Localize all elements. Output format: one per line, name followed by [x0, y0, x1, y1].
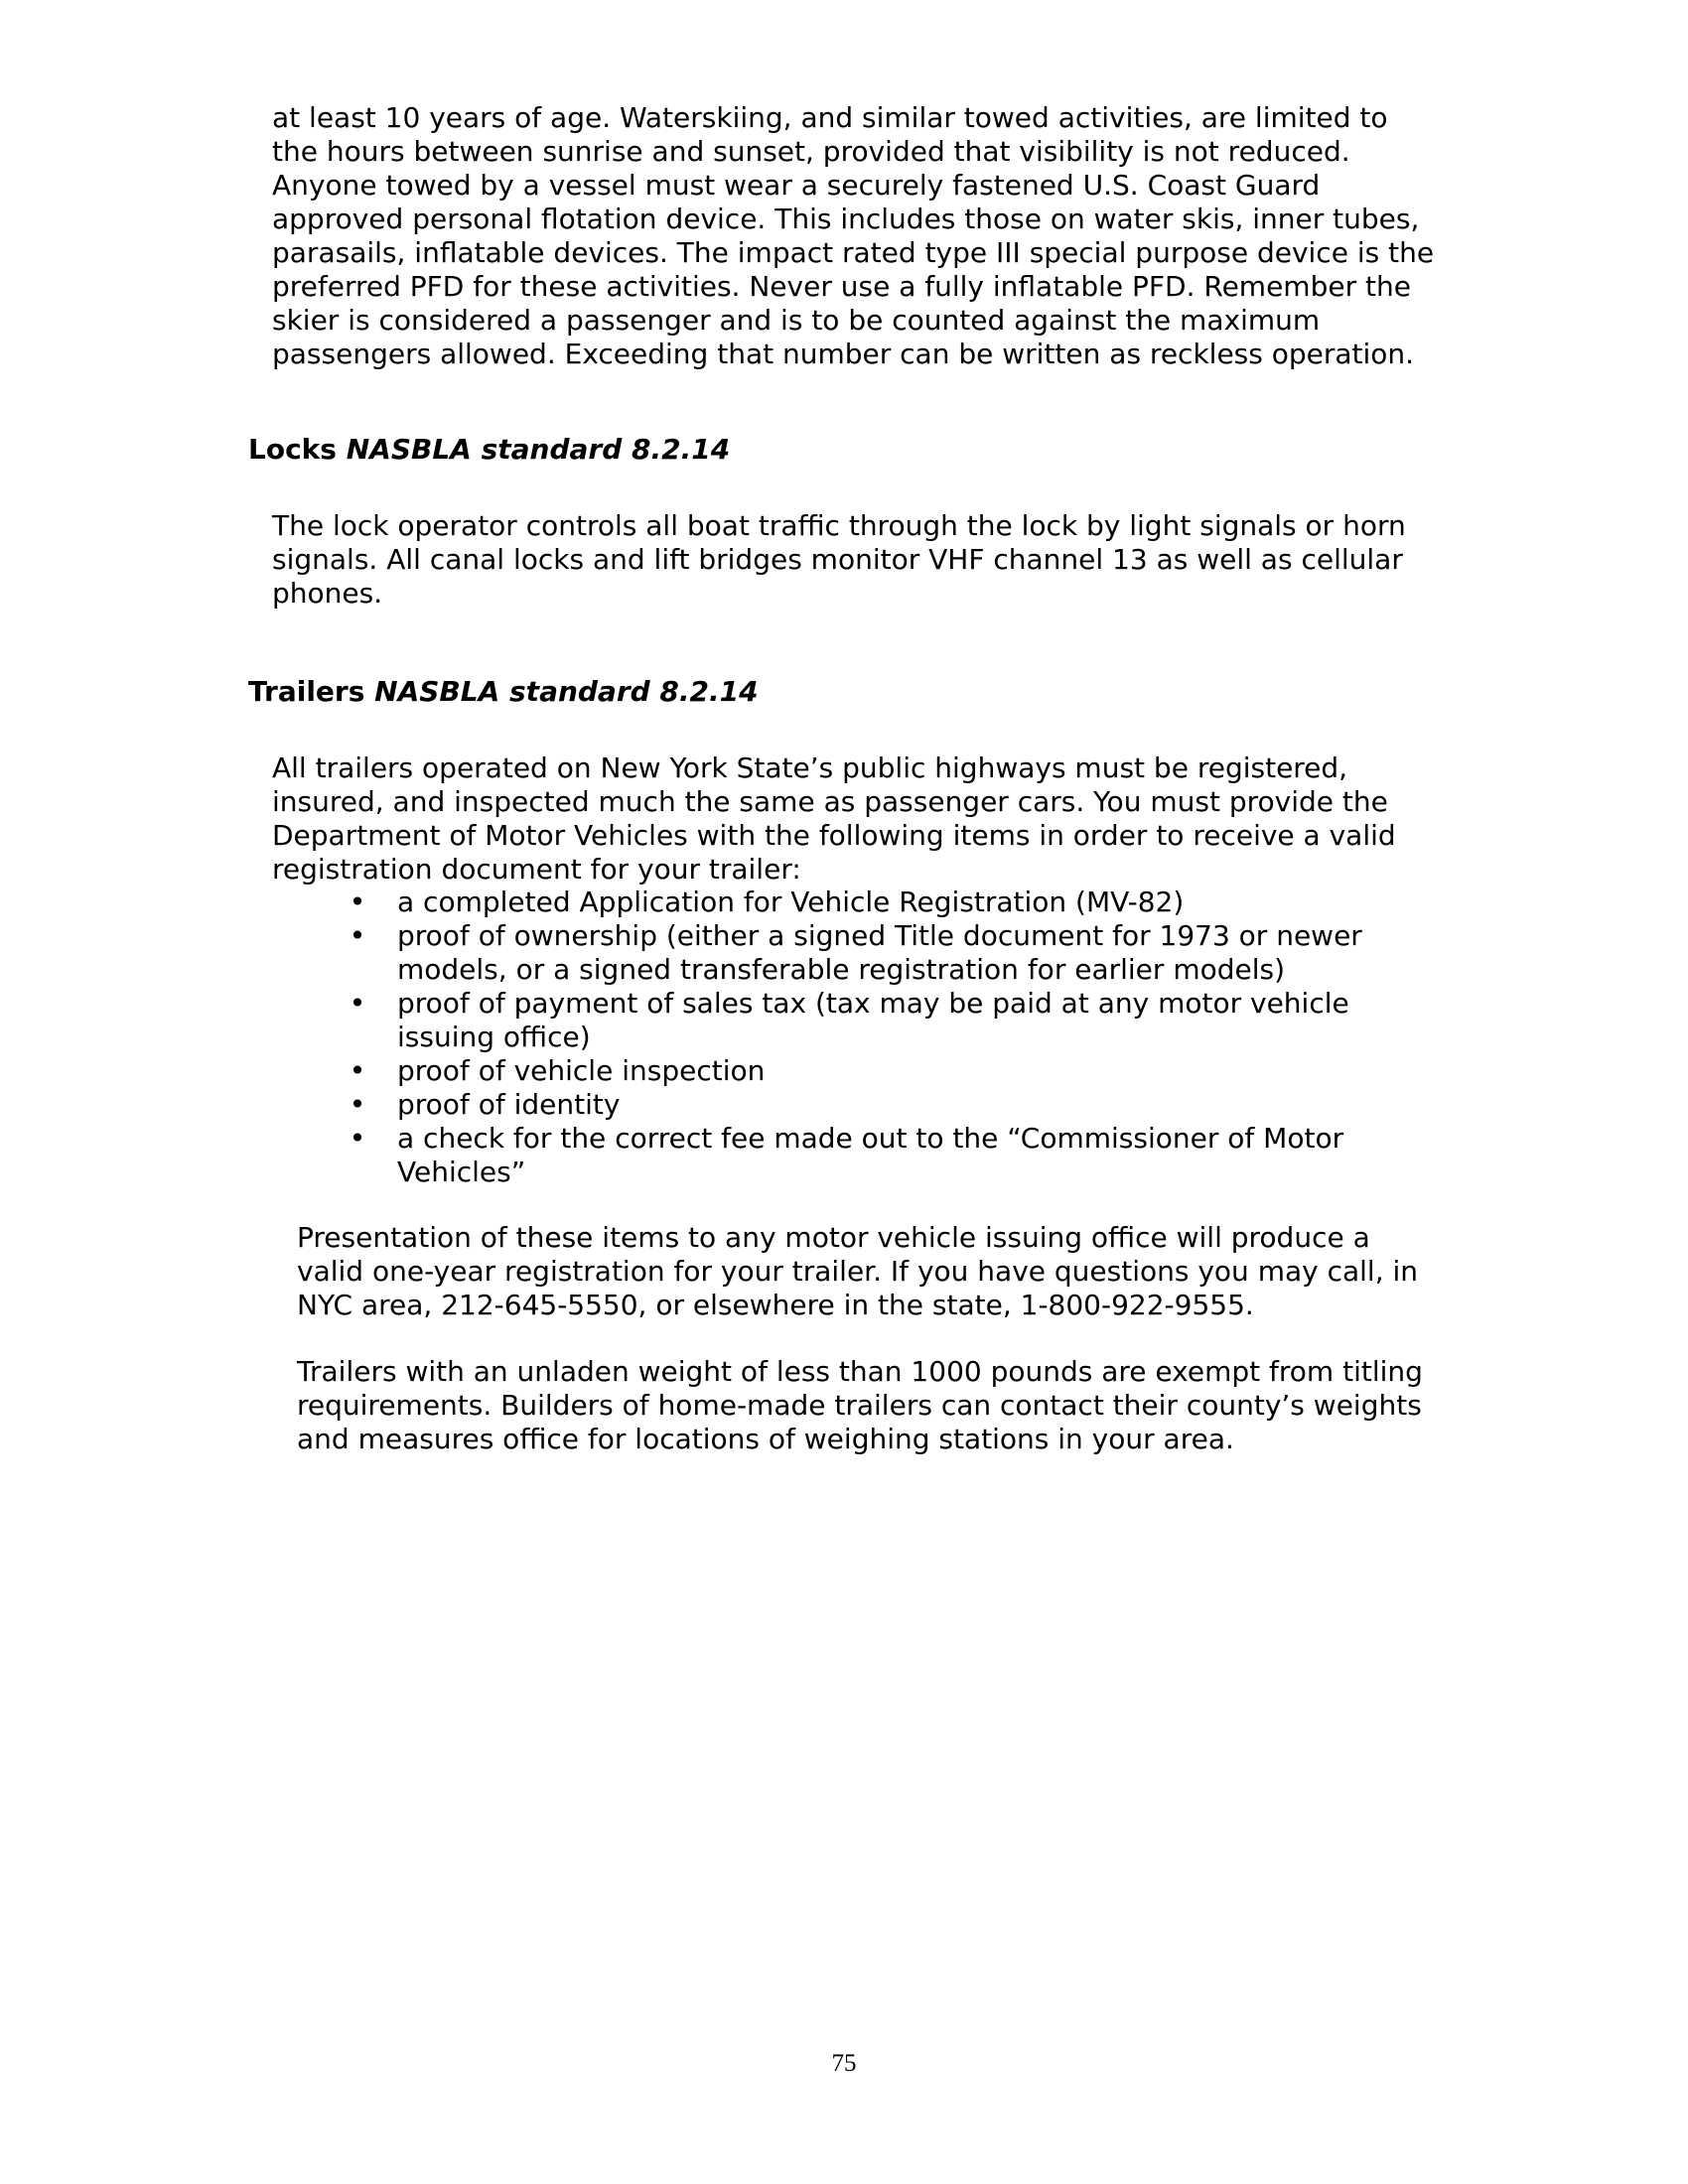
presentation-paragraph [297, 1221, 1469, 1322]
bullet-icon: • [349, 1122, 366, 1155]
list-item [348, 1088, 1440, 1122]
text-line: the hours between sunrise and sunset, provided that visibility is not reduced. [272, 135, 1350, 168]
text-line: a completed Application for Vehicle Registration (MV-82) [397, 886, 1185, 918]
text-line: registration document for your trailer: [272, 853, 801, 886]
list-item [348, 886, 1440, 919]
text-line: parasails, inflatable devices. The impact rated type III special purpose device is the [272, 236, 1435, 269]
bullet-icon: • [349, 919, 366, 952]
text-line: All trailers operated on New York State’s public highways must be registered, [272, 751, 1348, 784]
locks-title: Locks [248, 433, 337, 466]
trailers-paragraph [272, 751, 1464, 887]
text-line: insured, and inspected much the same as passenger cars. You must provide the [272, 785, 1388, 818]
text-line: models, or a signed transferable registration for earlier models) [397, 953, 1286, 986]
locks-paragraph [272, 509, 1444, 611]
text-line: preferred PFD for these activities. Never use a fully inflatable PFD. Remember the [272, 270, 1411, 303]
list-item [348, 1054, 1440, 1088]
locks-standard: NASBLA standard 8.2.14 [346, 433, 731, 466]
text-line: requirements. Builders of home-made trailers can contact their county’s weights [297, 1389, 1422, 1422]
text-line: NYC area, 212-645-5550, or elsewhere in the state, 1-800-922-9555. [297, 1289, 1254, 1321]
text-line: proof of ownership (either a signed Title document for 1973 or newer [397, 919, 1362, 952]
locks-heading [248, 433, 730, 467]
text-line: issuing office) [397, 1021, 591, 1053]
bullet-icon: • [349, 1088, 366, 1121]
text-line: Anyone towed by a vessel must wear a securely fastened U.S. Coast Guard [272, 169, 1321, 202]
text-line: The lock operator controls all boat traffic through the lock by light signals or horn [272, 509, 1406, 542]
page-number: 75 [831, 2050, 857, 2077]
list-item [348, 919, 1440, 987]
text-line: signals. All canal locks and lift bridges monitor VHF channel 13 as well as cellular [272, 543, 1403, 576]
text-line: Vehicles” [397, 1156, 526, 1188]
text-line: phones. [272, 577, 383, 610]
text-line: and measures office for locations of weighing stations in your area. [297, 1423, 1234, 1455]
text-line: valid one-year registration for your trailer. If you have questions you may call, in [297, 1255, 1419, 1288]
trailers-title: Trailers [248, 675, 365, 708]
intro-paragraph [272, 101, 1464, 371]
trailers-standard: NASBLA standard 8.2.14 [374, 675, 759, 708]
text-line: skier is considered a passenger and is to be counted against the maximum [272, 304, 1321, 337]
text-line: Trailers with an unladen weight of less than 1000 pounds are exempt from titling [297, 1355, 1423, 1388]
bullet-icon: • [349, 886, 366, 918]
bullet-icon: • [349, 987, 366, 1020]
bullet-icon: • [349, 1054, 366, 1087]
text-line: approved personal flotation device. This includes those on water skis, inner tubes, [272, 203, 1420, 235]
text-line: Department of Motor Vehicles with the following items in order to receive a valid [272, 819, 1396, 852]
text-line: passengers allowed. Exceeding that number can be written as reckless operation. [272, 338, 1415, 370]
text-line: proof of identity [397, 1088, 621, 1121]
list-item [348, 1122, 1440, 1189]
text-line: proof of vehicle inspection [397, 1054, 766, 1087]
text-line: proof of payment of sales tax (tax may be paid at any motor vehicle [397, 987, 1349, 1020]
text-line: at least 10 years of age. Waterskiing, and similar towed activities, are limited to [272, 101, 1388, 134]
list-item [348, 987, 1440, 1054]
text-line: Presentation of these items to any motor vehicle issuing office will produce a [297, 1221, 1370, 1254]
text-line: a check for the correct fee made out to the “Commissioner of Motor [397, 1122, 1344, 1155]
exemption-paragraph [297, 1355, 1469, 1456]
trailers-heading [248, 675, 759, 709]
registration-requirements-list [348, 886, 1440, 1189]
